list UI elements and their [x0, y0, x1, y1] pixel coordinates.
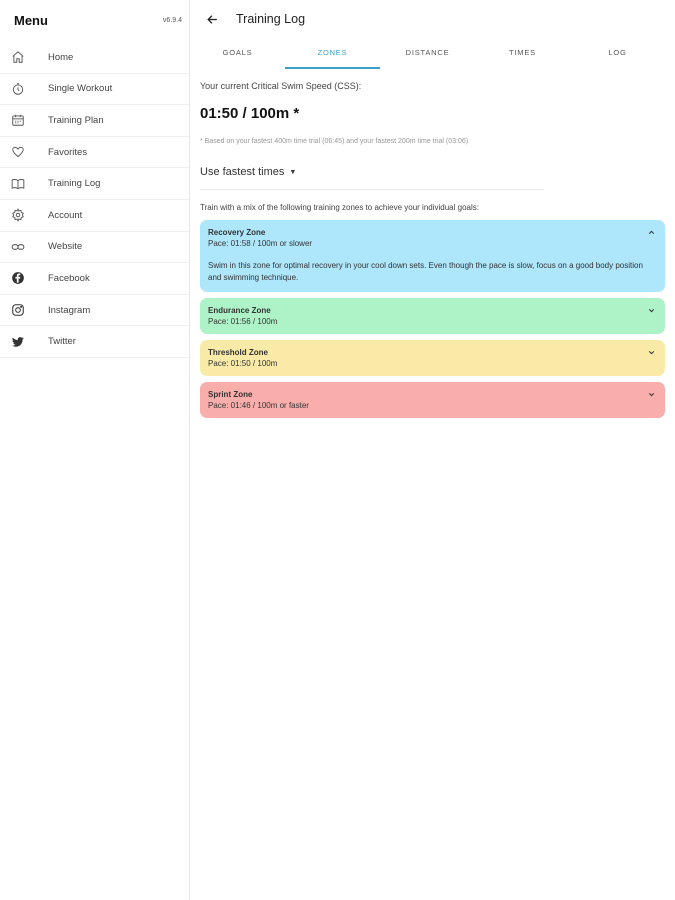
sidebar-item-instagram[interactable] — [0, 295, 189, 327]
calendar-icon — [0, 113, 48, 127]
sidebar-item-label: Account — [48, 209, 83, 221]
sidebar-item-label: Instagram — [48, 304, 91, 316]
css-label: Your current Critical Swim Speed (CSS): — [200, 81, 362, 91]
sidebar-item-website[interactable] — [0, 232, 189, 264]
stopwatch-icon — [0, 82, 48, 96]
sidebar-item-label: Twitter — [48, 336, 76, 348]
menu-title: Menu — [14, 12, 48, 28]
zone-description: Swim in this zone for optimal recovery in your cool down sets. Even though the pace is slow, focus on a good body position and swimming technique. — [208, 261, 643, 282]
sidebar-item-twitter[interactable] — [0, 326, 189, 358]
sidebar-item-training-plan[interactable] — [0, 105, 189, 137]
divider — [200, 189, 544, 190]
times-dropdown-value: Use fastest times — [200, 166, 285, 178]
facebook-icon — [0, 271, 48, 285]
sidebar-header — [0, 0, 189, 40]
chevron-down-icon[interactable] — [647, 390, 656, 399]
zones-intro: Train with a mix of the following training zones to achieve your individual goals: — [200, 203, 479, 212]
zone-pace: Pace: 01:58 / 100m or slower — [208, 239, 313, 248]
tab-distance[interactable]: DISTANCE — [405, 48, 450, 57]
instagram-icon — [0, 303, 48, 317]
zone-title: Sprint Zone — [208, 390, 253, 399]
zone-card-sprint[interactable] — [200, 382, 665, 418]
sidebar-item-label: Training Plan — [48, 114, 104, 126]
sidebar — [0, 0, 190, 900]
sidebar-item-label: Single Workout — [48, 83, 113, 95]
zones-content — [190, 81, 675, 418]
chevron-down-icon[interactable] — [647, 348, 656, 357]
sidebar-item-single-workout[interactable] — [0, 74, 189, 106]
zone-pace: Pace: 01:46 / 100m or faster — [208, 401, 309, 410]
sidebar-item-label: Training Log — [48, 178, 101, 190]
sidebar-item-label: Home — [48, 51, 74, 63]
css-value: 01:50 / 100m * — [200, 105, 300, 122]
chevron-up-icon[interactable] — [647, 228, 656, 237]
back-button[interactable] — [202, 9, 222, 29]
tab-times[interactable]: TIMES — [509, 48, 536, 57]
tab-bar — [190, 38, 675, 69]
zone-title: Threshold Zone — [208, 348, 268, 357]
zone-title: Endurance Zone — [208, 306, 271, 315]
book-icon — [0, 177, 48, 191]
css-note: * Based on your fastest 400m time trial (06:45) and your fastest 200m time trial (03:06) — [200, 138, 469, 145]
tab-log[interactable]: LOG — [608, 48, 627, 57]
chevron-down-icon[interactable] — [647, 306, 656, 315]
sidebar-item-facebook[interactable] — [0, 263, 189, 295]
link-icon — [0, 240, 48, 254]
page-title: Training Log — [236, 12, 306, 26]
sidebar-item-label: Facebook — [48, 272, 90, 284]
sidebar-nav — [0, 42, 189, 358]
zone-card-threshold[interactable] — [200, 340, 665, 376]
twitter-icon — [0, 335, 48, 349]
home-icon — [0, 50, 48, 64]
zone-pace: Pace: 01:56 / 100m — [208, 317, 278, 326]
sidebar-item-training-log[interactable] — [0, 168, 189, 200]
caret-down-icon: ▼ — [289, 168, 297, 176]
gear-icon — [0, 208, 48, 222]
zone-card-recovery[interactable] — [200, 220, 665, 292]
arrow-left-icon — [206, 13, 219, 26]
sidebar-item-account[interactable] — [0, 200, 189, 232]
sidebar-item-label: Favorites — [48, 146, 88, 158]
times-dropdown[interactable] — [200, 166, 320, 178]
tab-zones[interactable]: ZONES — [285, 38, 380, 69]
sidebar-item-home[interactable] — [0, 42, 189, 74]
heart-icon — [0, 145, 48, 159]
version-label: v6.9.4 — [162, 16, 182, 24]
main-panel — [190, 0, 675, 900]
zone-card-endurance[interactable] — [200, 298, 665, 334]
zone-pace: Pace: 01:50 / 100m — [208, 359, 278, 368]
top-bar — [190, 0, 675, 38]
tab-goals[interactable]: GOALS — [222, 48, 253, 57]
sidebar-item-label: Website — [48, 241, 83, 253]
zone-title: Recovery Zone — [208, 228, 266, 237]
sidebar-item-favorites[interactable] — [0, 137, 189, 169]
